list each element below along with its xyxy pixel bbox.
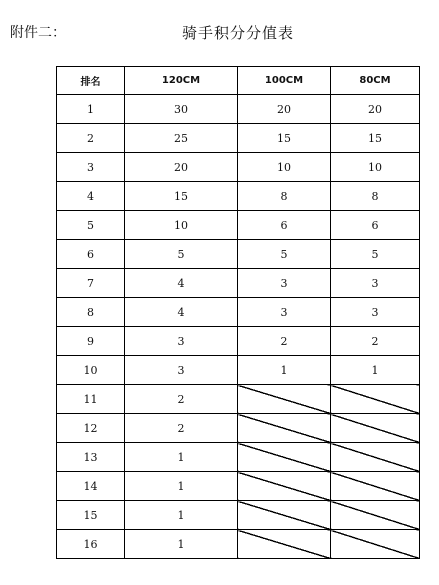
not-applicable-cell (238, 443, 331, 472)
table-row (57, 443, 420, 472)
cell-rank: 12 (57, 414, 125, 443)
cell-rank: 3 (57, 153, 125, 182)
not-applicable-cell (331, 530, 420, 559)
cell-rank: 16 (57, 530, 125, 559)
cell-rank: 2 (57, 124, 125, 153)
table-row (57, 327, 420, 356)
cell-c120: 1 (125, 530, 238, 559)
cell-rank: 9 (57, 327, 125, 356)
table-row (57, 530, 420, 559)
cell-rank: 7 (57, 269, 125, 298)
cell-c100: 20 (238, 95, 331, 124)
cell-c100: 15 (238, 124, 331, 153)
table-row (57, 153, 420, 182)
cell-c120: 2 (125, 414, 238, 443)
table-row (57, 240, 420, 269)
cell-rank: 4 (57, 182, 125, 211)
cell-c120: 30 (125, 95, 238, 124)
table-row (57, 95, 420, 124)
cell-c80: 1 (331, 356, 420, 385)
not-applicable-cell (331, 472, 420, 501)
cell-c120: 2 (125, 385, 238, 414)
header-100cm: 100CM (238, 67, 331, 95)
table-body (57, 95, 420, 559)
cell-rank: 8 (57, 298, 125, 327)
header-rank: 排名 (57, 67, 125, 95)
table-row (57, 124, 420, 153)
cell-c120: 1 (125, 472, 238, 501)
cell-c100: 6 (238, 211, 331, 240)
cell-c80: 20 (331, 95, 420, 124)
cell-rank: 10 (57, 356, 125, 385)
header-row (57, 67, 420, 95)
not-applicable-cell (331, 385, 420, 414)
cell-c120: 15 (125, 182, 238, 211)
header-120cm: 120CM (125, 67, 238, 95)
cell-c120: 4 (125, 298, 238, 327)
cell-rank: 14 (57, 472, 125, 501)
table-row (57, 356, 420, 385)
table-row (57, 385, 420, 414)
cell-rank: 1 (57, 95, 125, 124)
cell-c100: 3 (238, 269, 331, 298)
cell-rank: 5 (57, 211, 125, 240)
document-title: 骑手积分分值表 (182, 24, 295, 42)
not-applicable-cell (238, 414, 331, 443)
not-applicable-cell (238, 472, 331, 501)
cell-c120: 4 (125, 269, 238, 298)
cell-c120: 1 (125, 501, 238, 530)
cell-c100: 3 (238, 298, 331, 327)
cell-rank: 6 (57, 240, 125, 269)
cell-c80: 3 (331, 269, 420, 298)
cell-c80: 15 (331, 124, 420, 153)
not-applicable-cell (331, 414, 420, 443)
cell-c80: 3 (331, 298, 420, 327)
not-applicable-cell (238, 530, 331, 559)
cell-rank: 15 (57, 501, 125, 530)
cell-c80: 2 (331, 327, 420, 356)
not-applicable-cell (238, 385, 331, 414)
cell-c120: 1 (125, 443, 238, 472)
cell-c80: 8 (331, 182, 420, 211)
cell-c100: 1 (238, 356, 331, 385)
table-row (57, 269, 420, 298)
table-row (57, 211, 420, 240)
table-row (57, 414, 420, 443)
not-applicable-cell (331, 501, 420, 530)
cell-c80: 5 (331, 240, 420, 269)
table-row (57, 298, 420, 327)
table-row (57, 182, 420, 211)
cell-c100: 5 (238, 240, 331, 269)
cell-c100: 10 (238, 153, 331, 182)
not-applicable-cell (331, 443, 420, 472)
cell-c120: 20 (125, 153, 238, 182)
cell-rank: 13 (57, 443, 125, 472)
cell-c100: 8 (238, 182, 331, 211)
cell-c120: 25 (125, 124, 238, 153)
cell-rank: 11 (57, 385, 125, 414)
cell-c120: 3 (125, 327, 238, 356)
not-applicable-cell (238, 501, 331, 530)
cell-c120: 10 (125, 211, 238, 240)
cell-c80: 10 (331, 153, 420, 182)
table-row (57, 472, 420, 501)
cell-c120: 3 (125, 356, 238, 385)
cell-c100: 2 (238, 327, 331, 356)
points-table (56, 66, 420, 559)
attachment-label: 附件二： (10, 25, 66, 41)
table-row (57, 501, 420, 530)
cell-c120: 5 (125, 240, 238, 269)
cell-c80: 6 (331, 211, 420, 240)
header-80cm: 80CM (331, 67, 420, 95)
